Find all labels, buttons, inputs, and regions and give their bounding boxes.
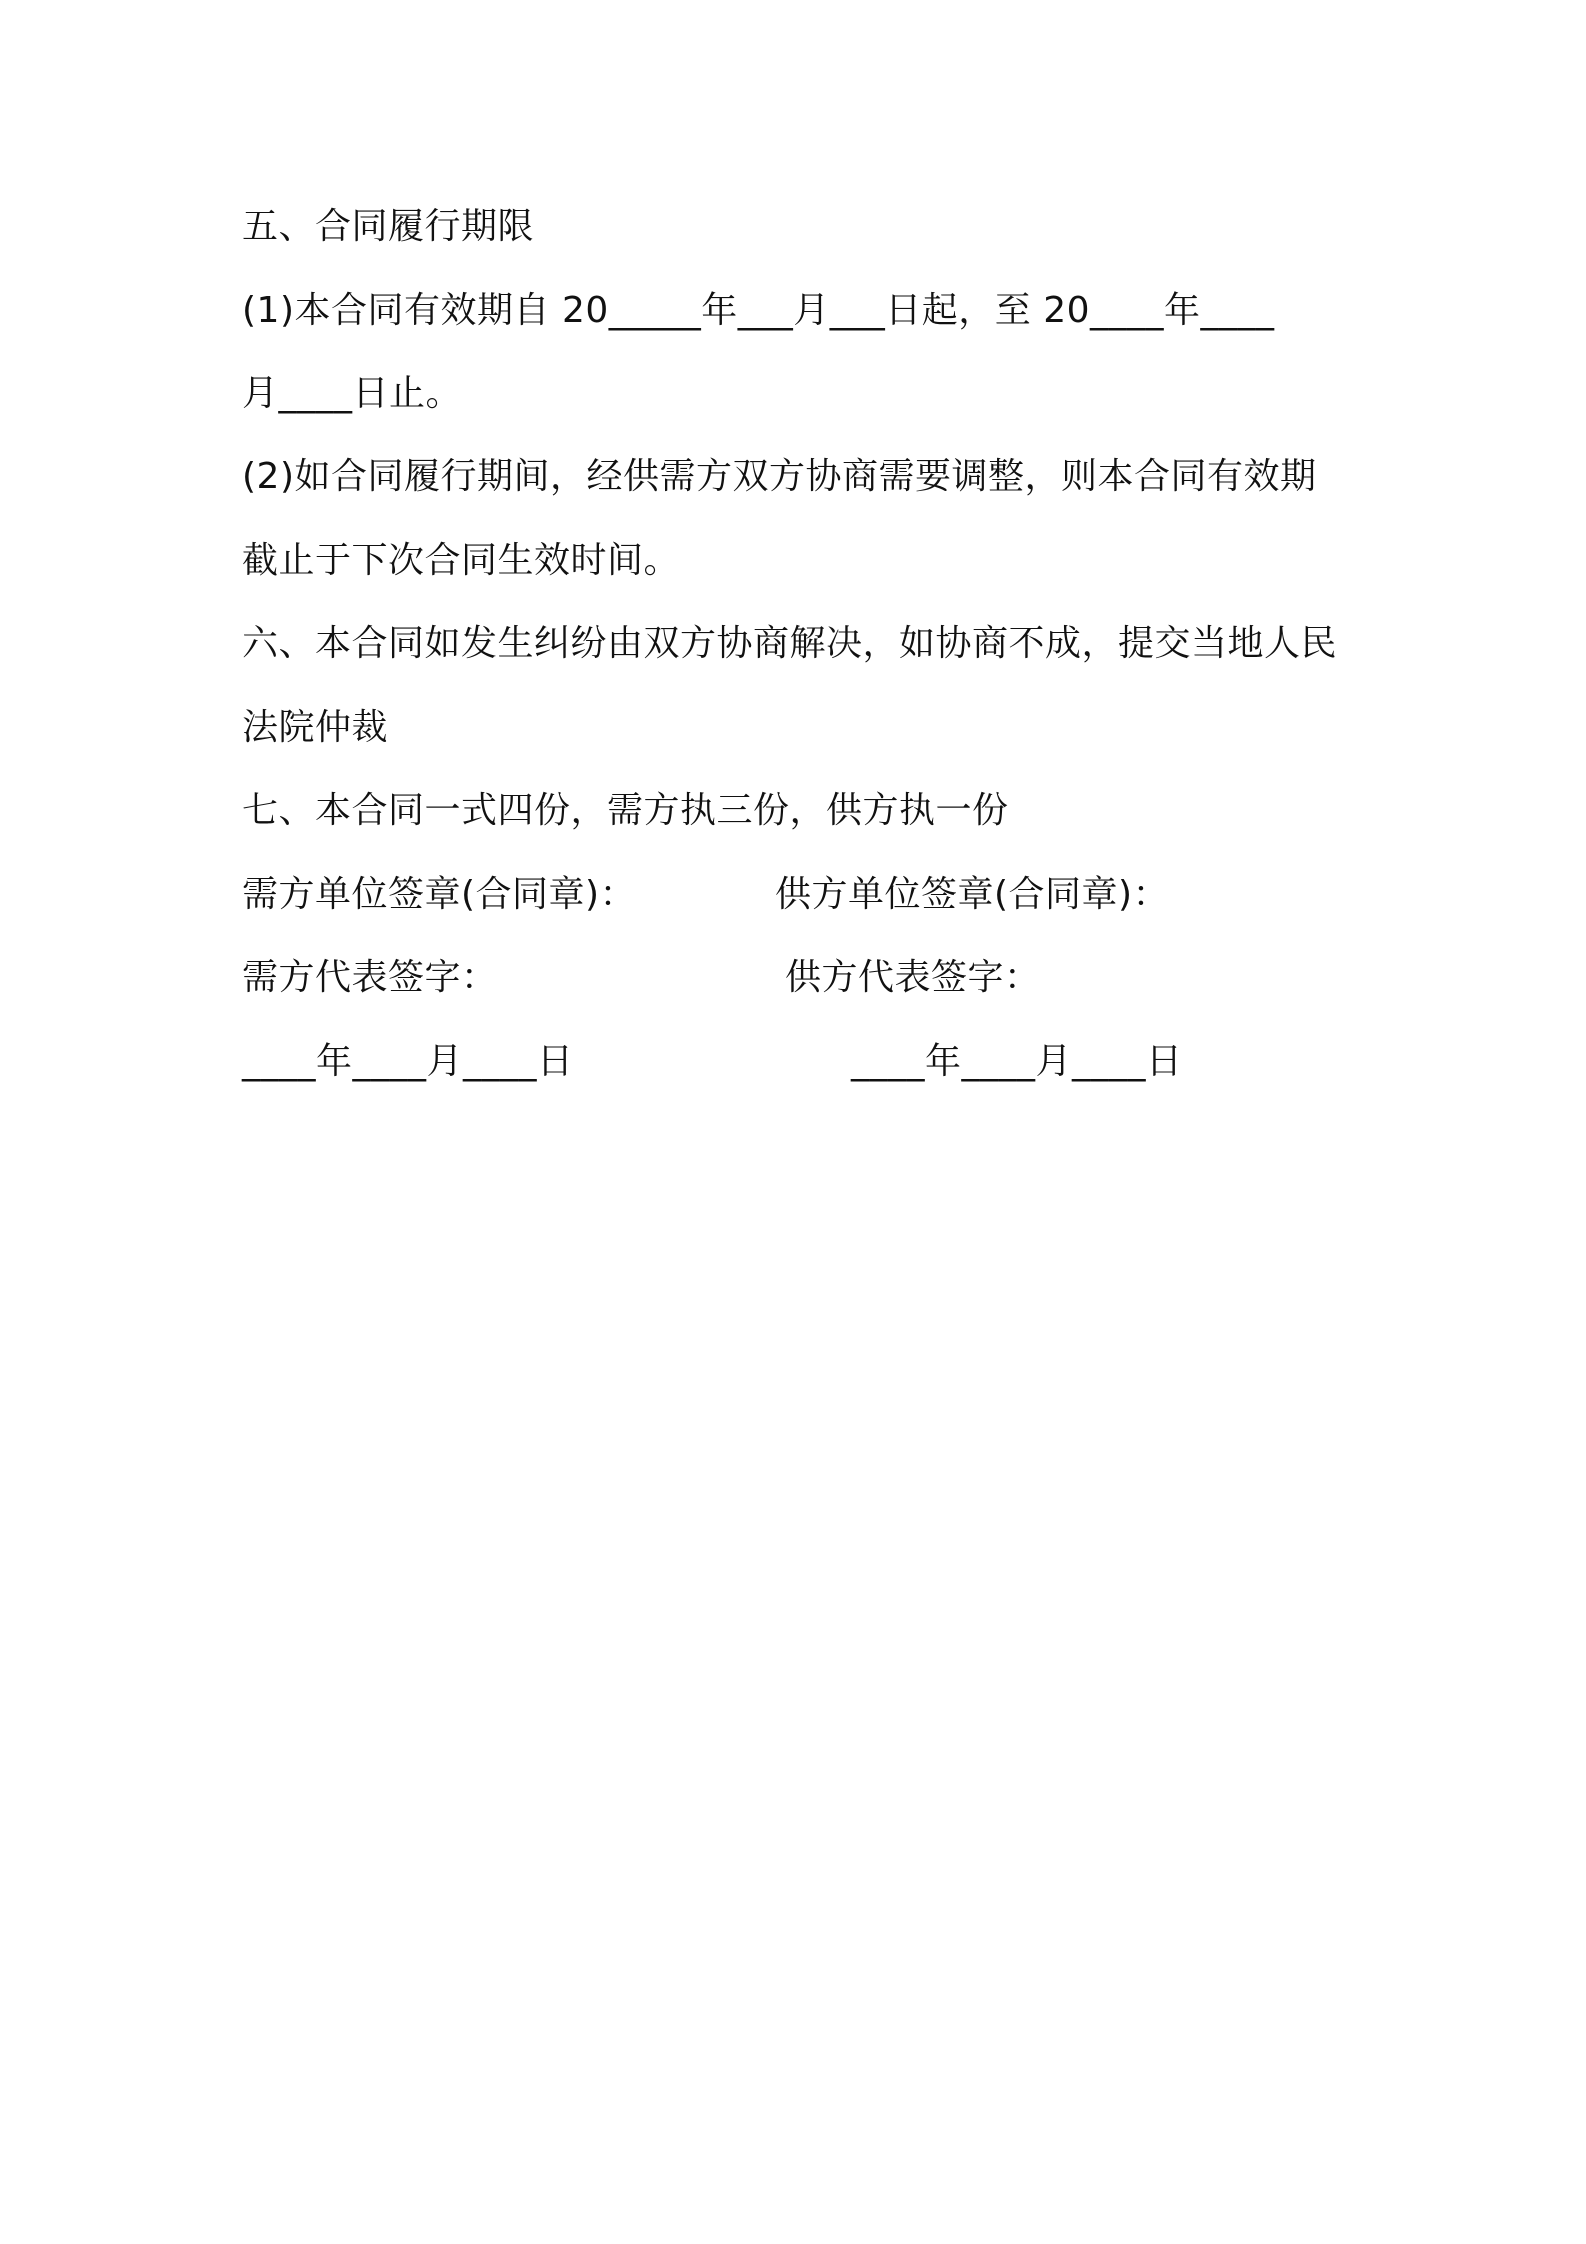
section7-text: 七、本合同一式四份，需方执三份，供方执一份	[242, 790, 1009, 831]
buyer-rep-label: 需方代表签字：	[242, 957, 498, 998]
section6-line2: 法院仲裁	[242, 707, 389, 748]
section5-item1-line1: (1)本合同有效期自 20_____年___月___日起，至 20____年____	[242, 290, 1275, 331]
buyer-date-field: ____年____月____日	[242, 1041, 574, 1082]
section5-item1-line2: 月____日止。	[242, 373, 463, 414]
seller-rep-label: 供方代表签字：	[785, 957, 1041, 998]
buyer-seal-label: 需方单位签章(合同章)：	[242, 874, 637, 915]
section5-item2-line2: 截止于下次合同生效时间。	[242, 540, 681, 581]
section5-item2-line1: (2)如合同履行期间，经供需方双方协商需要调整，则本合同有效期	[242, 456, 1317, 497]
seller-date-field: ____年____月____日	[851, 1041, 1183, 1082]
seller-seal-label: 供方单位签章(合同章)：	[775, 874, 1170, 915]
section6-line1: 六、本合同如发生纠纷由双方协商解决，如协商不成，提交当地人民	[242, 623, 1338, 664]
section5-heading: 五、合同履行期限	[242, 206, 535, 247]
